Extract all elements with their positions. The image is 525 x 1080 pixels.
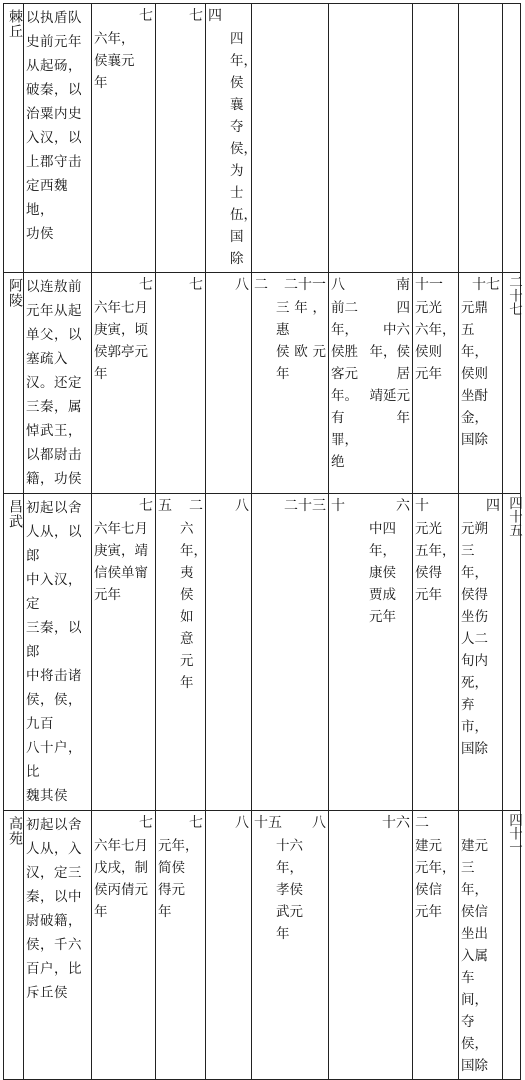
cell-gaohou: 八 <box>206 273 252 494</box>
table-row <box>4 4 521 273</box>
cell-huidi: 七 元年， 简侯 得元 年 <box>156 811 206 1080</box>
cell-jianyuan <box>413 4 459 273</box>
table-row <box>4 811 521 1080</box>
cell-taichu <box>503 4 521 273</box>
cell-gaozu: 七 六年七月 戊戌，制 侯丙倩元 年 <box>92 811 156 1080</box>
cell-wendi <box>252 4 329 273</box>
cell-jingdi: 十 六 中四 年， 康侯 贾成 元年 <box>329 494 413 811</box>
marquis-name: 阿陵 <box>4 273 24 494</box>
cell-huidi: 五 二 六年， 夷侯 如意 元年 <box>156 494 206 811</box>
merit-description: 初起以舍 人从，入 汉，定三 秦，以中 尉破籍， 侯，千六 百户，比 斥丘侯 <box>24 811 92 1080</box>
table-row <box>4 273 521 494</box>
cell-jianyuan: 十 元光 五年， 侯得 元年 <box>413 494 459 811</box>
cell-wendi: 十五 八 十六 年， 孝侯 武元 年 <box>252 811 329 1080</box>
cell-gaozu: 七 六年， 侯襄元 年 <box>92 4 156 273</box>
cell-yuanshou <box>459 4 503 273</box>
cell-jianyuan: 二 建元 元年， 侯信 元年 <box>413 811 459 1080</box>
merit-description: 初起以舍 人从，以郎 中入汉，定 三秦，以郎 中将击诸 侯，侯，九百 八十户，比 魏其侯 <box>24 494 92 811</box>
cell-yuanshou: 建元 三年， 侯信 坐出 入属 车间， 夺侯， 国除 <box>459 811 503 1080</box>
cell-taichu: 四十五 <box>503 494 521 811</box>
cell-gaozu: 七 六年七月 庚寅，顷 侯郭亭元 年 <box>92 273 156 494</box>
cell-gaohou: 四 四 年， 侯襄 夺 侯， 为士 伍， 国除 <box>206 4 252 273</box>
cell-gaozu: 七 六年七月 庚寅，靖 信侯单甯 元年 <box>92 494 156 811</box>
cell-yuanshou: 十七 元鼎 五年， 侯则 坐酎 金， 国除 <box>459 273 503 494</box>
cell-yuanshou: 四 元朔 三年， 侯得 坐伤 人二 旬内 死， 弃市， 国除 <box>459 494 503 811</box>
cell-taichu: 二十七 <box>503 273 521 494</box>
table-row <box>4 494 521 811</box>
cell-taichu: 四十一 <box>503 811 521 1080</box>
cell-huidi: 七 <box>156 273 206 494</box>
cell-gaohou: 八 <box>206 494 252 811</box>
cell-wendi: 二十三 <box>252 494 329 811</box>
marquis-name: 高苑 <box>4 811 24 1080</box>
merit-description: 以执盾队 史前元年 从起砀， 破秦，以 治粟内史 入汉，以 上郡守击 定西魏地， 功侯 <box>24 4 92 273</box>
chronology-table <box>3 3 521 1080</box>
cell-wendi: 二 二十一 三年，惠 侯欧元年 <box>252 273 329 494</box>
cell-huidi: 七 <box>156 4 206 273</box>
cell-gaohou: 八 <box>206 811 252 1080</box>
marquis-name: 昌武 <box>4 494 24 811</box>
cell-jianyuan: 十一 元光 六年， 侯则 元年 <box>413 273 459 494</box>
cell-jingdi: 十六 <box>329 811 413 1080</box>
cell-jingdi: 八 南 前二 年， 侯胜 客元 年。 有罪， 绝 四 中六 年，侯居 靖延元年 <box>329 273 413 494</box>
marquis-name: 棘丘 <box>4 4 24 273</box>
merit-description: 以连敖前 元年从起 单父，以 塞疏入 汉。还定 三秦，属 悼武王， 以都尉击 籍，功侯 <box>24 273 92 494</box>
cell-jingdi <box>329 4 413 273</box>
